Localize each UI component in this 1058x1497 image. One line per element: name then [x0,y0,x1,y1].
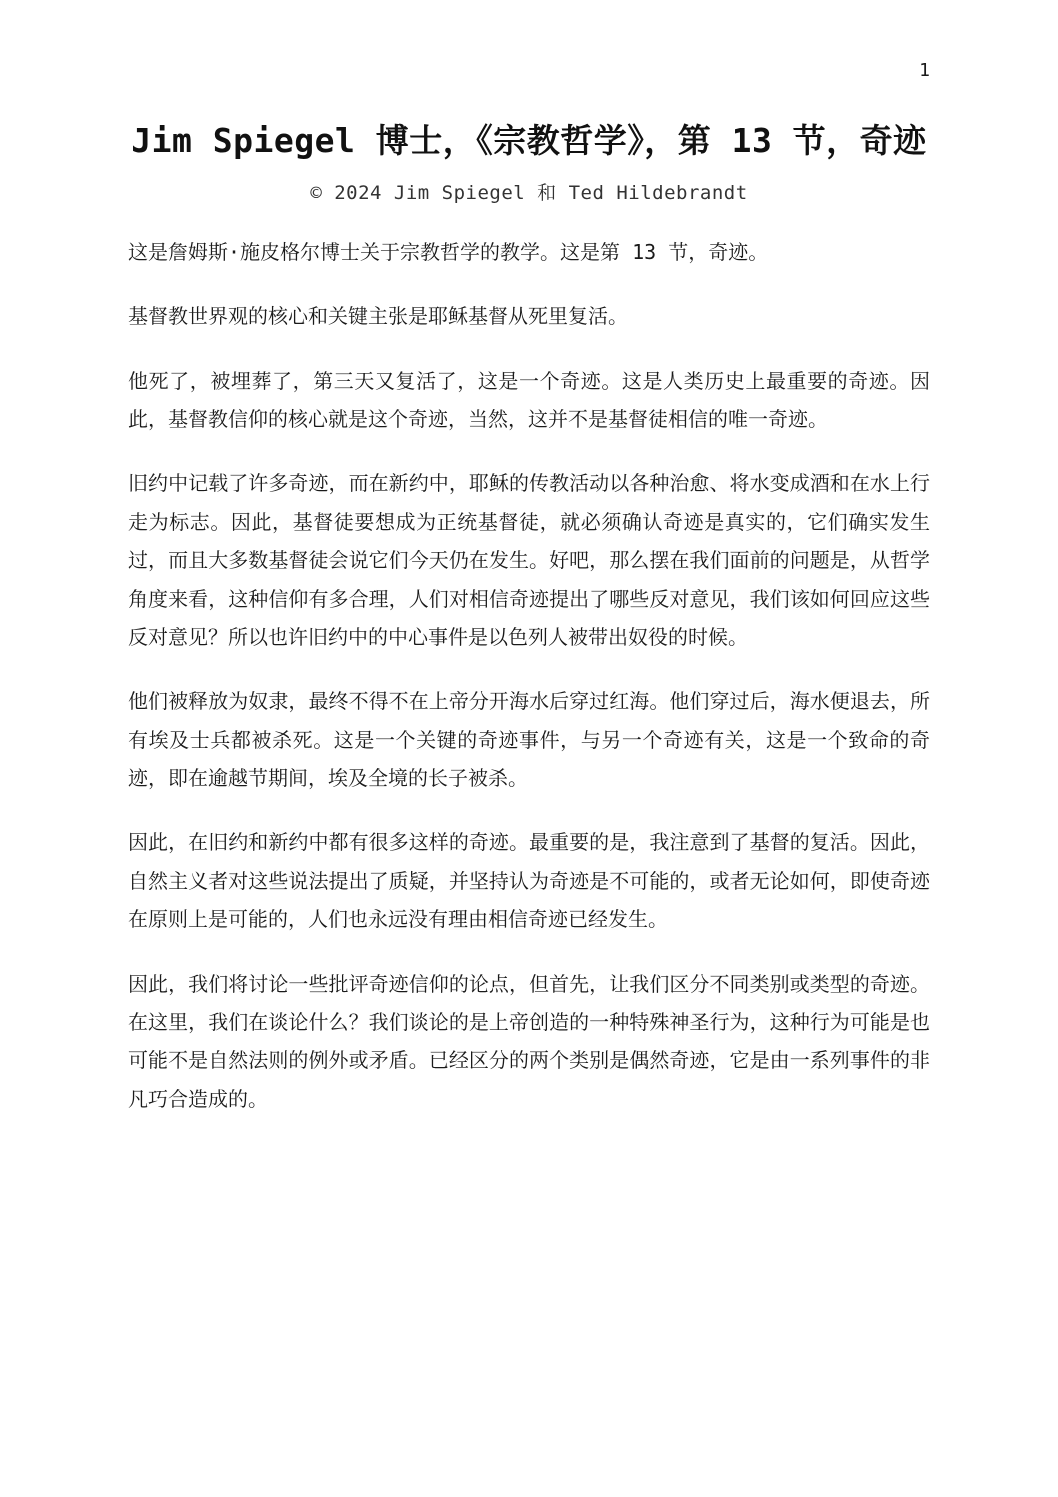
page-number: 1 [919,60,930,81]
paragraph: 基督教世界观的核心和关键主张是耶稣基督从死里复活。 [128,304,628,329]
copyright-line: © 2024 Jim Spiegel 和 Ted Hildebrandt [310,181,748,204]
paragraph: 他们被释放为奴隶，最终不得不在上帝分开海水后穿过红海。他们穿过后，海水便退去，所有埃及士兵都被杀死。这是一个关键的奇迹事件，与另一个奇迹有关，这是一个致命的奇迹，即在逾越节期间，埃及全境的长子被杀。 [128,689,930,791]
paragraph: 这是詹姆斯·施皮格尔博士关于宗教哲学的教学。这是第 13 节，奇迹。 [128,239,769,264]
paragraph: 因此，在旧约和新约中都有很多这样的奇迹。最重要的是，我注意到了基督的复活。因此，自然主义者对这些说法提出了质疑，并坚持认为奇迹是不可能的，或者无论如何，即使奇迹在原则上是可能的，人们也永远没有理由相信奇迹已经发生。 [128,830,930,932]
document-body [128,233,930,1118]
paragraph: 因此，我们将讨论一些批评奇迹信仰的论点，但首先，让我们区分不同类别或类型的奇迹。在这里，我们在谈论什么？我们谈论的是上帝创造的一种特殊神圣行为，这种行为可能是也可能不是自然法则的例外或矛盾。已经区分的两个类别是偶然奇迹，它是由一系列事件的非凡巧合造成的。 [128,971,930,1111]
paragraph: 旧约中记载了许多奇迹，而在新约中，耶稣的传教活动以各种治愈、将水变成酒和在水上行走为标志。因此，基督徒要想成为正统基督徒，就必须确认奇迹是真实的，它们确实发生过，而且大多数基督徒会说它们今天仍在发生。好吧，那么摆在我们面前的问题是，从哲学角度来看，这种信仰有多合理，人们对相信奇迹提出了哪些反对意见，我们该如何回应这些反对意见？所以也许旧约中的中心事件是以色列人被带出奴役的时候。 [128,471,930,649]
paragraph: 他死了，被埋葬了，第三天又复活了，这是一个奇迹。这是人类历史上最重要的奇迹。因此，基督教信仰的核心就是这个奇迹，当然，这并不是基督徒相信的唯一奇迹。 [128,368,930,431]
document-title: Jim Spiegel 博士，《宗教哲学》，第 13 节，奇迹 [131,121,927,160]
